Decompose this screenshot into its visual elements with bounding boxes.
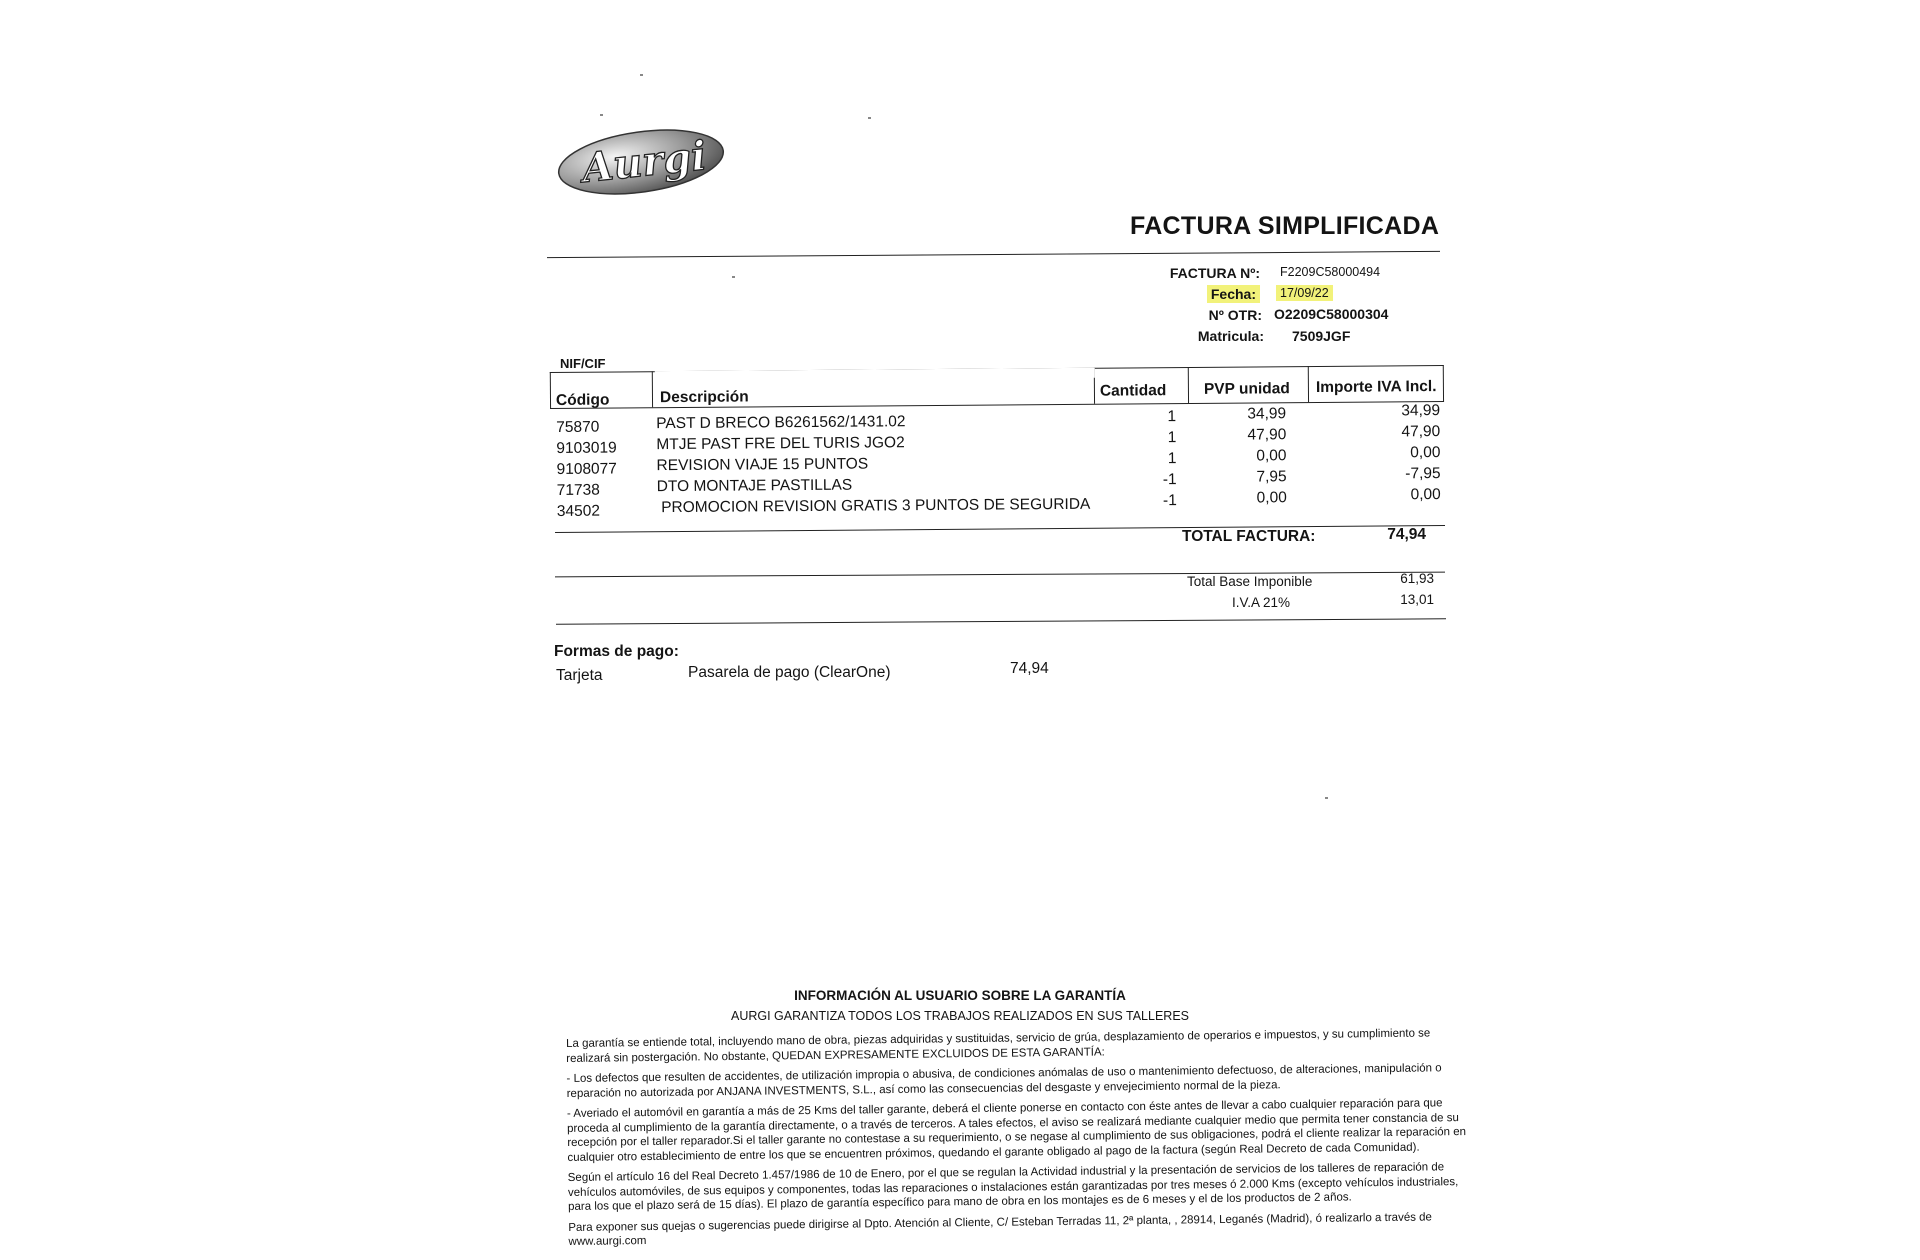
header-codigo: Código <box>555 391 610 409</box>
invoice-number-value: F2209C58000494 <box>1280 265 1381 279</box>
total-value: 74,94 <box>1387 526 1426 543</box>
cell-pvp: 34,99 <box>1247 405 1287 423</box>
svg-text:Aurgi: Aurgi <box>579 132 709 193</box>
cell-importe: 34,99 <box>1401 402 1441 420</box>
cell-cantidad: -1 <box>1162 492 1177 510</box>
plate-value: 7509JGF <box>1292 328 1351 344</box>
warranty-paragraph: Para exponer sus quejas o sugerencias puede dirigirse al Dpto. Atención al Cliente, C/ Esteban Terradas 11, 2ª planta, , 28914, Leganés (Madrid), ó realizarlo a través de www.aurgi.com <box>568 1210 1432 1248</box>
base-value: 61,93 <box>1400 571 1434 586</box>
header-descripcion: Descripción <box>659 388 749 407</box>
warranty-text <box>566 1026 1469 1255</box>
cell-descripcion: PROMOCION REVISION GRATIS 3 PUNTOS DE SEGURIDA <box>656 495 1091 517</box>
scan-speck <box>1325 797 1328 799</box>
warranty-paragraph: Según el artículo 16 del Real Decreto 1.457/1986 de 10 de Enero, por el que se regulan la Actividad industrial y la presentación de servicios de los talleres de reparación de vehículos automóviles, de sus equipos y componentes, todas las reparaciones o instalaciones están garantizadas por tres meses ó 2.000 Kms (excepto vehículos industriales, para los que el plazo será de 15 días). El plazo de garantía específico para mano de obra en los montajes es de 6 meses y el de los productos de 2 años. <box>567 1161 1459 1213</box>
warranty-title: INFORMACIÓN AL USUARIO SOBRE LA GARANTÍA <box>794 988 1126 1003</box>
cell-descripcion: PAST D BRECO B6261562/1431.02 <box>656 413 906 433</box>
payment-amount: 74,94 <box>1010 660 1049 677</box>
otr-label: Nº OTR: <box>1208 307 1262 323</box>
cell-descripcion: REVISION VIAJE 15 PUNTOS <box>656 455 869 475</box>
cell-descripcion: DTO MONTAJE PASTILLAS <box>656 476 853 496</box>
otr-value: O2209C58000304 <box>1274 306 1389 322</box>
warranty-subtitle: AURGI GARANTIZA TODOS LOS TRABAJOS REALIZADOS EN SUS TALLERES <box>731 1009 1189 1023</box>
cell-pvp: 0,00 <box>1256 489 1287 507</box>
payment-method: Tarjeta <box>556 667 603 684</box>
taxes-divider <box>556 618 1446 624</box>
cell-cantidad: 1 <box>1167 450 1177 468</box>
date-label: Fecha: <box>1110 286 1260 302</box>
cell-cantidad: 1 <box>1167 408 1177 426</box>
payment-title: Formas de pago: <box>554 643 679 660</box>
cell-codigo: 9103019 <box>556 439 617 457</box>
base-label: Total Base Imponible <box>1187 574 1313 589</box>
cell-importe: 0,00 <box>1410 486 1441 504</box>
cell-descripcion: MTJE PAST FRE DEL TURIS JGO2 <box>656 434 905 454</box>
date-value: 17/09/22 <box>1276 286 1333 300</box>
cell-cantidad: -1 <box>1162 471 1177 489</box>
warranty-paragraph: - Los defectos que resulten de accidentes, de utilización impropia o abusiva, de condiciones anómalas de uso o mantenimiento defectuoso, de alteraciones, manipulación o reparación no autorizada por ANJANA INVESTMENTS, S.L., así como las consecuencias del desgaste y envejecimiento normal de la pieza. <box>566 1062 1442 1100</box>
cell-pvp: 0,00 <box>1256 447 1287 465</box>
cell-importe: 47,90 <box>1401 423 1441 441</box>
invoice-number-label: FACTURA Nº: <box>1169 265 1260 281</box>
cell-codigo: 34502 <box>556 502 601 520</box>
cell-pvp: 47,90 <box>1247 426 1287 444</box>
cell-codigo: 9108077 <box>556 460 617 478</box>
plate-label: Matricula: <box>1197 328 1264 344</box>
header-cantidad: Cantidad <box>1099 382 1167 400</box>
cell-pvp: 7,95 <box>1256 468 1287 486</box>
cell-importe: -7,95 <box>1405 465 1441 483</box>
header-importe: Importe IVA Incl. <box>1315 378 1437 396</box>
cell-cantidad: 1 <box>1167 429 1177 447</box>
cell-importe: 0,00 <box>1410 444 1441 462</box>
items-table <box>0 0 1920 564</box>
header-pvp: PVP unidad <box>1203 380 1290 398</box>
cell-codigo: 71738 <box>556 481 600 499</box>
total-label: TOTAL FACTURA: <box>1182 528 1316 545</box>
warranty-paragraph: La garantía se entiende total, incluyendo mano de obra, piezas adquiridas y sustituidas, servicio de grúa, desplazamiento de operarios e impuestos, y su cumplimiento se realizará sin postergación. No obstante, QUEDAN EXPRESAMENTE EXCLUIDOS DE ESTA GARANTÍA: <box>566 1027 1431 1065</box>
iva-label: I.V.A 21% <box>1232 595 1291 610</box>
cell-codigo: 75870 <box>556 418 600 436</box>
warranty-paragraph: - Averiado el automóvil en garantía a más de 25 Kms del taller garante, deberá el cliente ponerse en contacto con éste antes de llevar a cabo cualquier reparación para que proceda al cumplimiento de la garantía directamente, o a través de terceros. A tales efectos, el aviso se realizará mediante cualquier medio que permita tener constancia de su recepción por el taller reparador.Si el taller garante no contestase a su requerimiento, o se negase al cumplimiento de sus obligaciones, podrá el cliente realizar la reparación en cualquier otro establecimiento de entre los que se encuentren próximos, quedando el garante obligado al pago de la factura (según Real Decreto de cada Comunidad). <box>566 1097 1467 1164</box>
payment-detail: Pasarela de pago (ClearOne) <box>688 664 891 681</box>
document-title: FACTURA SIMPLIFICADA <box>1130 212 1440 240</box>
iva-value: 13,01 <box>1400 592 1434 607</box>
nif-label: NIF/CIF <box>560 356 606 371</box>
